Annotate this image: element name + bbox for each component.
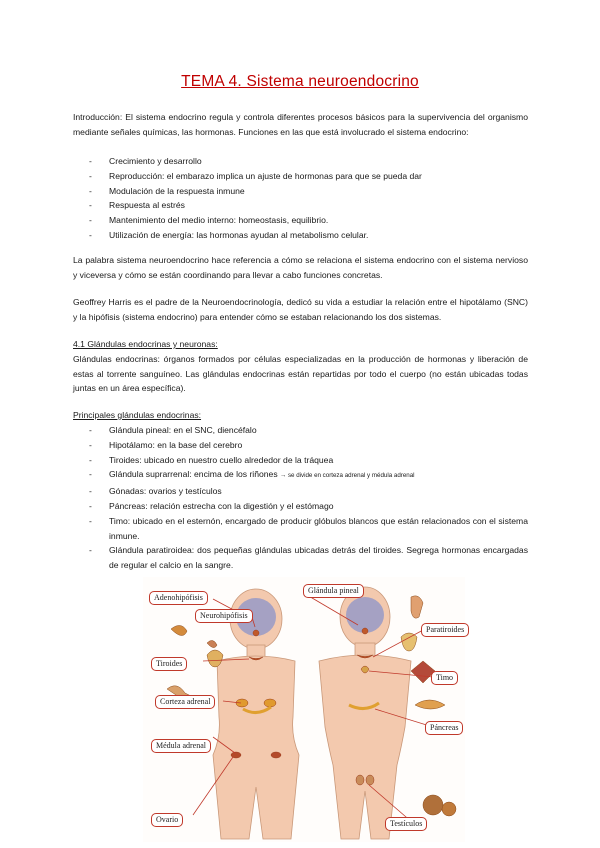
- anatomy-illustration: [143, 577, 465, 842]
- label-glandula-pineal: Glándula pineal: [303, 584, 364, 598]
- harris-paragraph: [73, 295, 528, 325]
- functions-list: [73, 154, 528, 243]
- section-heading: Principales glándulas endocrinas:: [73, 410, 202, 420]
- paragraph-text: Geoffrey Harris es el padre de la Neuroendocrinología, dedicó su vida a estudiar la relación entre el hipotálamo (SNC) y la hipófisis (sistema endocrino) para entender cómo se estaban relacionando los dos sistemas.: [73, 297, 528, 322]
- list-item: [73, 467, 528, 484]
- section-heading: 4.1 Glándulas endocrinas y neuronas:: [73, 339, 218, 349]
- glands-list: [73, 423, 528, 573]
- label-corteza-adrenal: Corteza adrenal: [155, 695, 215, 709]
- suprarrenal-note: → se divide en corteza adrenal y médula adrenal: [280, 472, 415, 480]
- list-item: - Modulación de la respuesta inmune: [73, 184, 528, 199]
- label-medula-adrenal: Médula adrenal: [151, 739, 211, 753]
- label-tiroides: Tiroides: [151, 657, 187, 671]
- intro-paragraph: [73, 110, 528, 140]
- section-4-1: [73, 337, 528, 396]
- page-title: TEMA 4. Sistema neuroendocrino: [181, 73, 419, 90]
- label-testiculos: Testículos: [385, 817, 427, 831]
- list-item: - Páncreas: relación estrecha con la digestión y el estómago: [73, 499, 528, 514]
- list-item: - Glándula paratiroidea: dos pequeñas glándulas ubicadas detrás del tiroides. Segrega hormonas encargadas de regular el calcio en la sangre.: [73, 543, 528, 573]
- list-item: - Utilización de energía: las hormonas ayudan al metabolismo celular.: [73, 228, 528, 243]
- list-item: - Respuesta al estrés: [73, 198, 528, 213]
- list-item: - Hipotálamo: en la base del cerebro: [73, 438, 528, 453]
- list-item: - Tiroides: ubicado en nuestro cuello alrededor de la tráquea: [73, 453, 528, 468]
- label-timo: Timo: [431, 671, 458, 685]
- principales-heading-block: [73, 408, 528, 423]
- label-adenohipofisis: Adenohipófisis: [149, 591, 208, 605]
- neuroendocrine-paragraph: [73, 253, 528, 283]
- label-ovario: Ovario: [151, 813, 183, 827]
- list-item: - Crecimiento y desarrollo: [73, 154, 528, 169]
- intro-text: Introducción: El sistema endocrino regula y controla diferentes procesos básicos para la supervivencia del organismo mediante señales químicas, las hormonas. Funciones en las que está involucrado el sistema endocrino:: [73, 112, 528, 137]
- label-paratiroides: Paratiroides: [421, 623, 469, 637]
- paragraph-text: La palabra sistema neuroendocrino hace referencia a cómo se relaciona el sistema endocrino con el sistema nervioso y viceversa y cómo se están coordinando para llevar a cabo funciones concretas.: [73, 255, 528, 280]
- list-item-text: Glándula suprarrenal: encima de los riñones: [109, 469, 278, 480]
- list-item: - Reproducción: el embarazo implica un ajuste de hormonas para que se pueda dar: [73, 169, 528, 184]
- list-item: - Glándula pineal: en el SNC, diencéfalo: [73, 423, 528, 438]
- list-item: - Mantenimiento del medio interno: homeostasis, equilibrio.: [73, 213, 528, 228]
- male-brain: [346, 597, 384, 633]
- list-item: - Timo: ubicado en el esternón, encargado de producir glóbulos blancos que están relacionados con el sistema inmune.: [73, 514, 528, 544]
- label-neurohipofisis: Neurohipófisis: [195, 609, 253, 623]
- section-text: Glándulas endocrinas: órganos formados por células especializadas en la producción de hormonas y liberación de estas al torrente sanguíneo. Las glándulas endocrinas están repartidas por todo el cuerpo (no están ubicadas todas juntas en un área específica).: [73, 353, 528, 394]
- endocrine-glands-figure: [143, 577, 465, 842]
- list-item: - Gónadas: ovarios y testículos: [73, 484, 528, 499]
- label-pancreas: Páncreas: [425, 721, 463, 735]
